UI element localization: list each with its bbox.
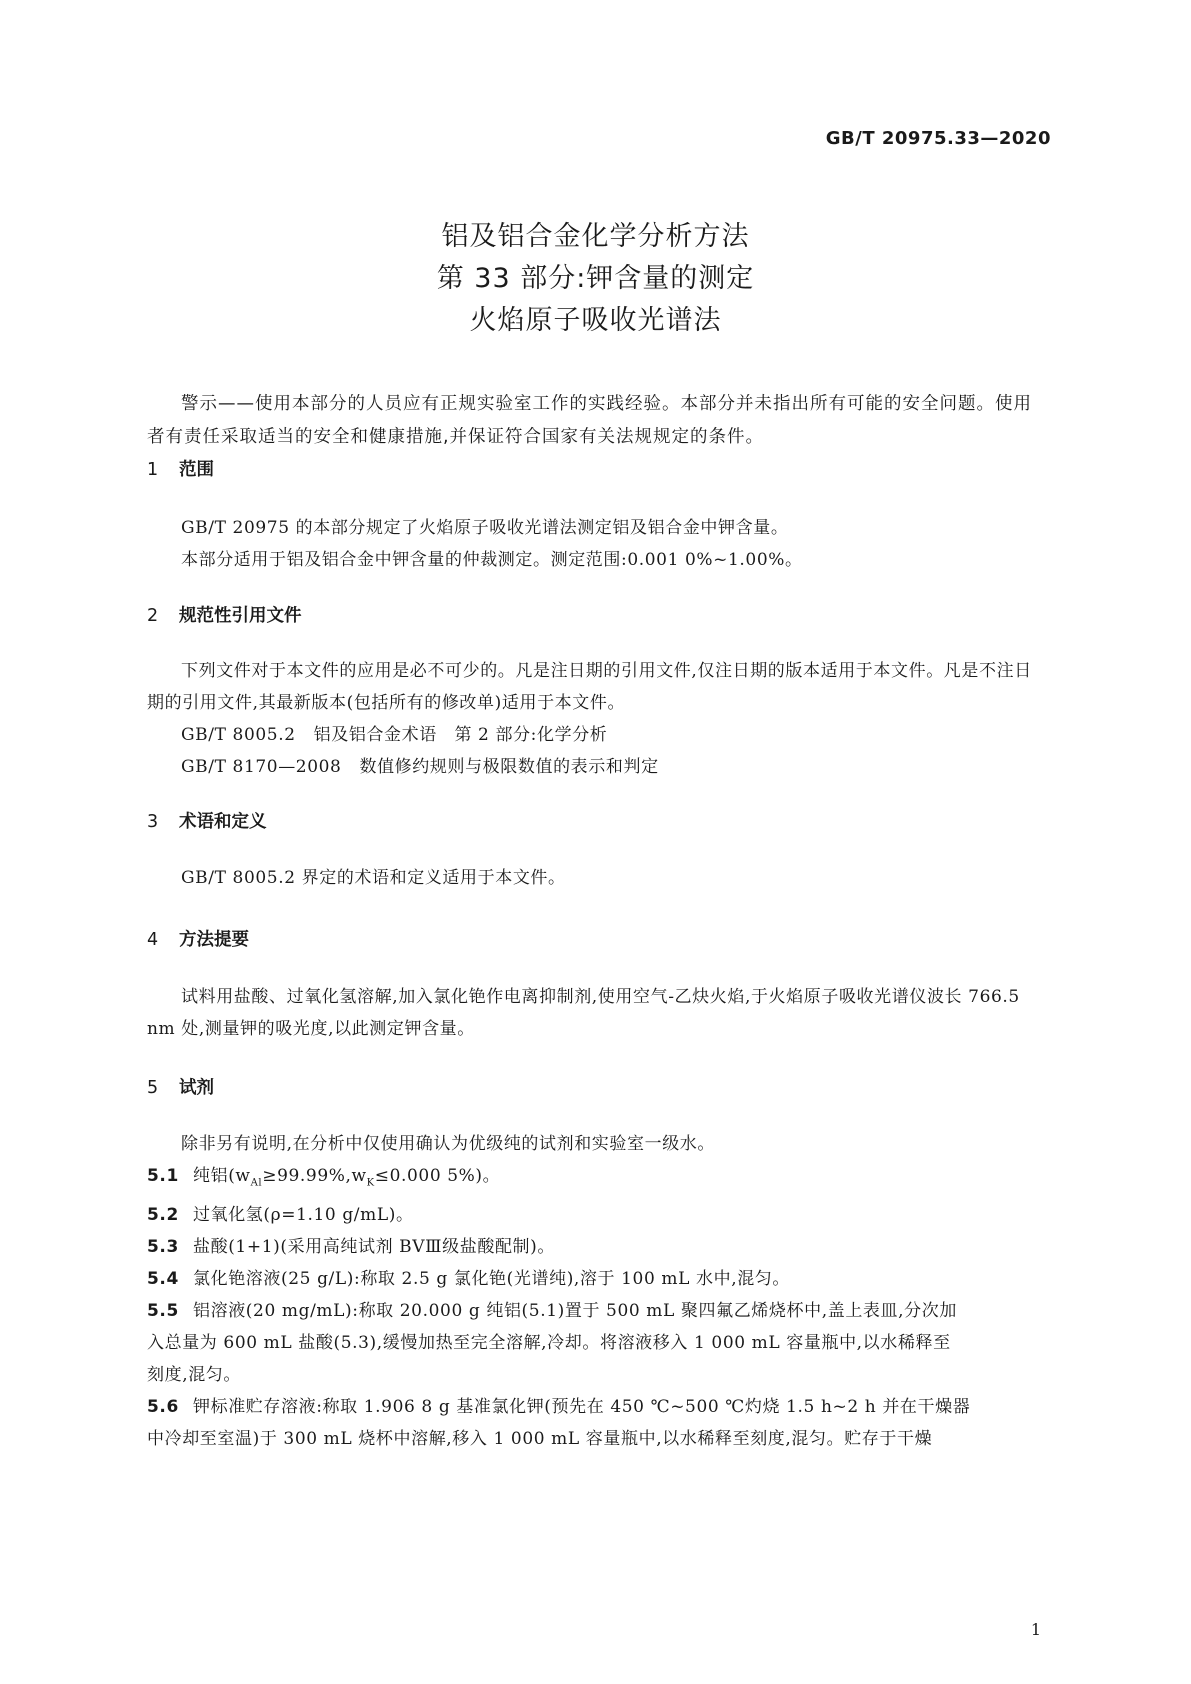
paragraph: 试料用盐酸、过氧化氢溶解,加入氯化铯作电离抑制剂,使用空气-乙炔火焰,于火焰原子吸收光谱仪波长 766.5 nm 处,测量钾的吸光度,以此测定钾含量。 [147,987,1020,1039]
item-number: 5.2 [147,1205,179,1226]
reagent-item [147,1160,1047,1199]
section-scope-body [147,512,1047,576]
section-title: 规范性引用文件 [179,606,302,626]
reference-title: 铝及铝合金术语 第 2 部分:化学分析 [313,725,608,745]
reagent-item [147,1231,1047,1263]
safety-warning: 警示——使用本部分的人员应有正规实验室工作的实践经验。本部分并未指出所有可能的安全问题。使用者有责任采取适当的安全和健康措施,并保证符合国家有关法规规定的条件。 [147,394,1032,447]
section-number: 4 [147,930,159,950]
reagent-item [147,1391,1047,1455]
section-heading-terms [147,808,267,833]
reagent-item [147,1199,1047,1231]
paragraph: GB/T 8005.2 界定的术语和定义适用于本文件。 [181,868,566,888]
section-principle-body [147,981,1047,1045]
document-title-line-2: 第 33 部分:钾含量的测定 [436,263,755,294]
section-title: 术语和定义 [179,812,267,832]
item-text: 刻度,混匀。 [147,1365,242,1386]
item-text: 过氧化氢(ρ=1.10 g/mL)。 [193,1205,414,1226]
reagent-item [147,1295,1047,1391]
section-title: 范围 [179,460,214,480]
reference-item [147,751,1047,783]
reference-code: GB/T 8005.2 [181,725,296,745]
section-heading-reagents [147,1074,214,1099]
standard-number: GB/T 20975.33—2020 [825,128,1051,149]
reference-item [147,719,1047,751]
item-text: 纯铝(w [193,1166,251,1186]
item-text: 入总量为 600 mL 盐酸(5.3),缓慢加热至完全溶解,冷却。将溶液移入 1 000 mL 容量瓶中,以水稀释至 [147,1333,951,1354]
item-text: ≥99.99%,w [262,1166,367,1186]
section-title: 试剂 [179,1078,214,1098]
paragraph: 本部分适用于铝及铝合金中钾含量的仲裁测定。测定范围:0.001 0%~1.00%。 [181,550,803,570]
paragraph: GB/T 20975 的本部分规定了火焰原子吸收光谱法测定铝及铝合金中钾含量。 [181,518,789,538]
item-number: 5.6 [147,1397,179,1418]
section-heading-normative-references [147,602,302,627]
subscript: Al [250,1177,263,1189]
section-heading-method-principle [147,926,249,951]
section-title: 方法提要 [179,930,249,950]
section-number: 3 [147,812,159,832]
section-number: 1 [147,460,159,480]
page-number: 1 [1030,1620,1041,1639]
section-references-body [147,655,1047,783]
item-number: 5.3 [147,1237,179,1258]
item-number: 5.4 [147,1269,179,1290]
section-heading-scope [147,456,214,481]
item-number: 5.5 [147,1301,179,1322]
reference-title: 数值修约规则与极限数值的表示和判定 [359,757,659,777]
reagent-item [147,1263,1047,1295]
item-text: 氯化铯溶液(25 g/L):称取 2.5 g 氯化铯(光谱纯),溶于 100 mL 水中,混匀。 [193,1269,790,1290]
reference-code: GB/T 8170—2008 [181,757,342,777]
paragraph: 下列文件对于本文件的应用是必不可少的。凡是注日期的引用文件,仅注日期的版本适用于本文件。凡是不注日期的引用文件,其最新版本(包括所有的修改单)适用于本文件。 [147,661,1032,713]
section-number: 5 [147,1078,159,1098]
item-text: 铝溶液(20 mg/mL):称取 20.000 g 纯铝(5.1)置于 500 mL 聚四氟乙烯烧杯中,盖上表皿,分次加 [193,1301,957,1322]
item-text: 钾标准贮存溶液:称取 1.906 8 g 基准氯化钾(预先在 450 ℃~500 ℃灼烧 1.5 h~2 h 并在干燥器 [193,1397,971,1418]
section-reagents-body [147,1128,1047,1455]
document-title-line-1: 铝及铝合金化学分析方法 [441,221,750,252]
document-title-line-3: 火焰原子吸收光谱法 [469,305,722,336]
item-text: 盐酸(1+1)(采用高纯试剂 BVⅢ级盐酸配制)。 [193,1237,555,1258]
item-text: 中冷却至室温)于 300 mL 烧杯中溶解,移入 1 000 mL 容量瓶中,以水稀释至刻度,混匀。贮存于干燥 [147,1429,933,1450]
item-number: 5.1 [147,1166,179,1186]
section-terms-body [147,862,1047,894]
paragraph: 除非另有说明,在分析中仅使用确认为优级纯的试剂和实验室一级水。 [181,1134,716,1154]
subscript: K [366,1177,375,1189]
item-text: ≤0.000 5%)。 [374,1166,501,1186]
section-number: 2 [147,606,159,626]
